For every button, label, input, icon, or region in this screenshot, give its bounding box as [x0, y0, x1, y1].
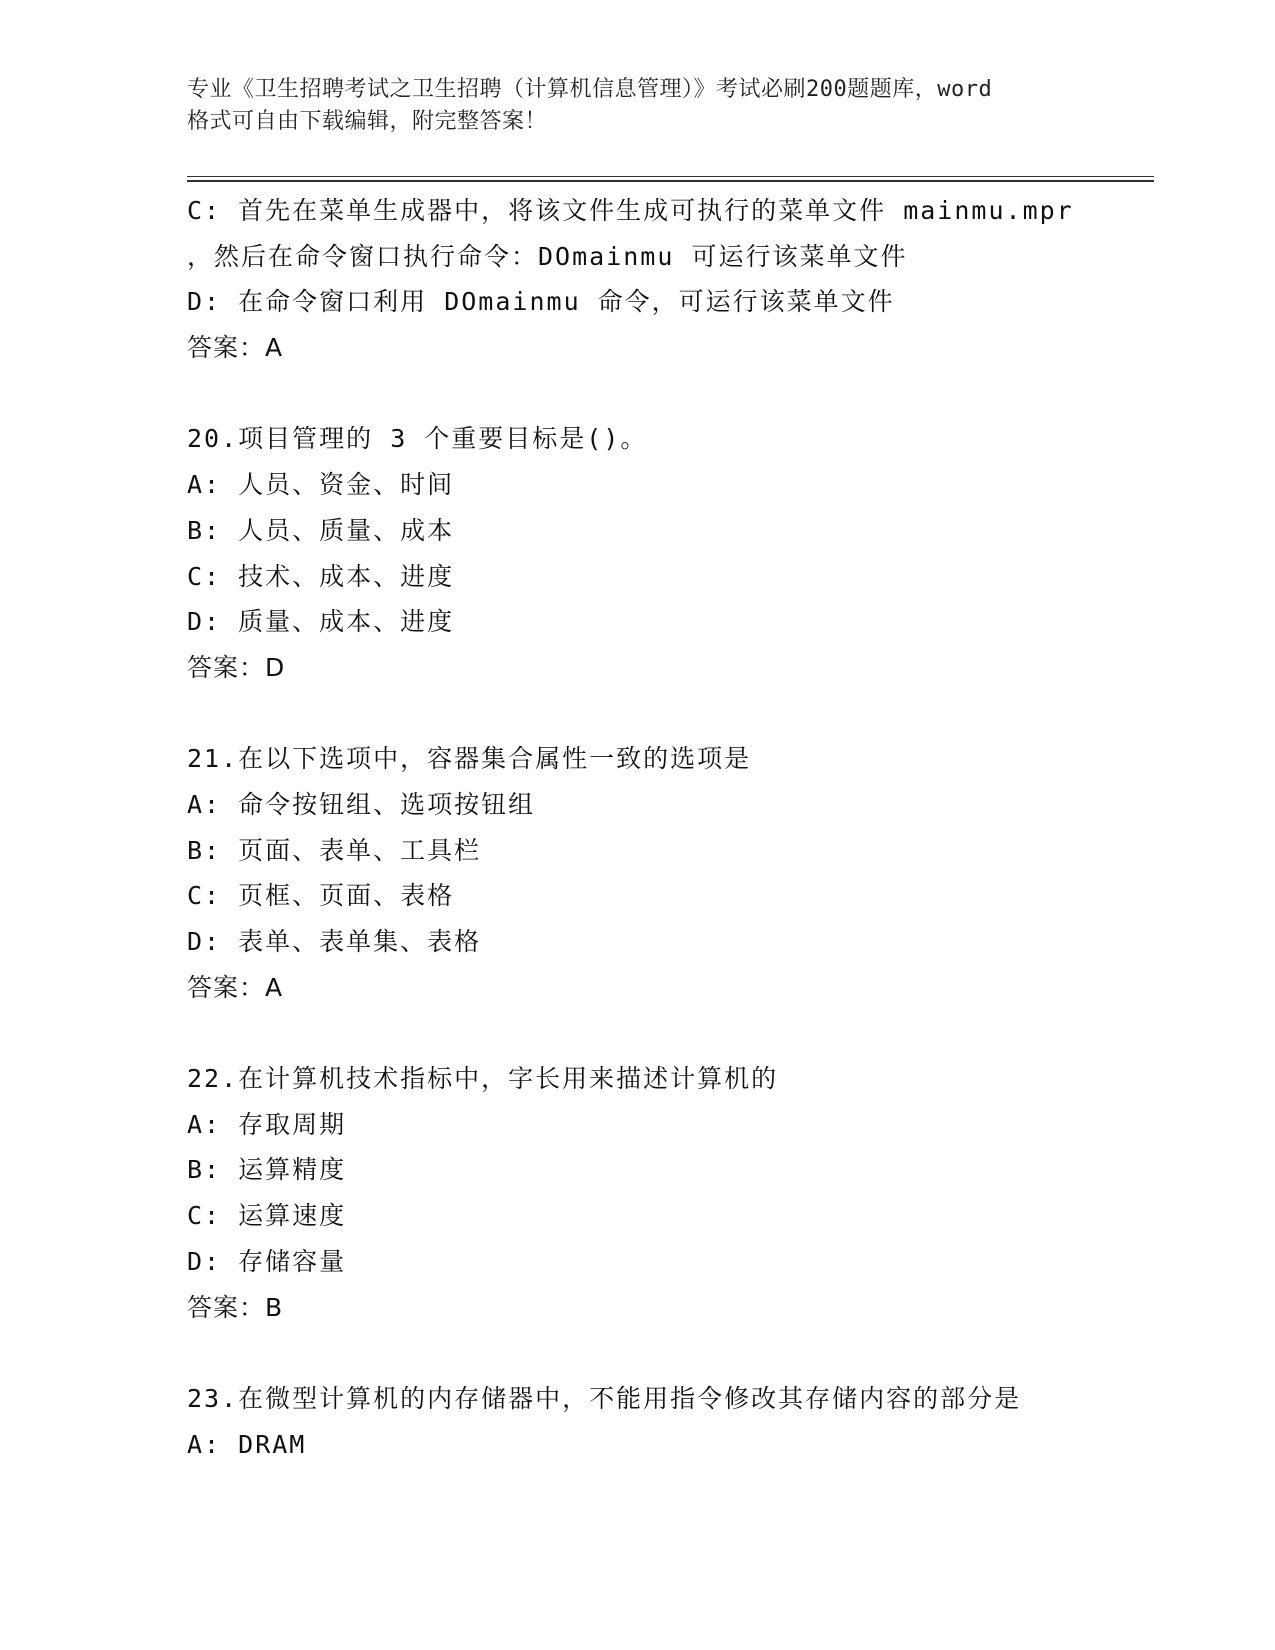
header-title-line1: 专业《卫生招聘考试之卫生招聘（计算机信息管理）》考试必刷200题题库，word — [187, 77, 993, 102]
option-a: A: DRAM — [187, 1429, 307, 1459]
option-c-line1: C: 首先在菜单生成器中，将该文件生成可执行的菜单文件 mainmu.mpr — [187, 196, 1074, 225]
option-a: A: 存取周期 — [187, 1109, 347, 1139]
question-block-22 — [187, 1056, 1147, 1330]
option-b: B: 页面、表单、工具栏 — [187, 835, 482, 865]
option-a: A: 命令按钮组、选项按钮组 — [187, 789, 536, 819]
document-header — [187, 74, 1087, 138]
option-b: B: 运算精度 — [187, 1155, 347, 1185]
option-c: C: 运算速度 — [187, 1201, 347, 1231]
option-b: B: 人员、质量、成本 — [187, 515, 455, 545]
option-c-line2: ，然后在命令窗口执行命令：DOmainmu 可运行该菜单文件 — [187, 241, 908, 271]
question-stem: 21.在以下选项中，容器集合属性一致的选项是 — [187, 744, 752, 774]
answer: 答案：A — [187, 972, 284, 1002]
header-divider-thin — [187, 176, 1154, 177]
option-d: D: 表单、表单集、表格 — [187, 927, 482, 956]
answer: 答案：D — [187, 652, 286, 682]
option-d: D: 质量、成本、进度 — [187, 607, 455, 637]
answer: 答案：B — [187, 1292, 284, 1322]
question-stem: 22.在计算机技术指标中，字长用来描述计算机的 — [187, 1064, 779, 1094]
question-block-21 — [187, 736, 1147, 1010]
option-a: A: 人员、资金、时间 — [187, 470, 455, 500]
question-list — [187, 188, 1147, 1467]
option-d: D: 存储容量 — [187, 1246, 347, 1276]
question-block-20 — [187, 416, 1147, 690]
question-stem: 20.项目管理的 3 个重要目标是()。 — [187, 424, 648, 454]
question-block-19 — [187, 188, 1147, 371]
header-divider-thick — [187, 180, 1154, 182]
question-block-23 — [187, 1376, 1147, 1467]
option-c: C: 技术、成本、进度 — [187, 561, 455, 591]
option-d: D: 在命令窗口利用 DOmainmu 命令，可运行该菜单文件 — [187, 287, 895, 317]
answer: 答案：A — [187, 333, 284, 363]
question-stem: 23.在微型计算机的内存储器中，不能用指令修改其存储内容的部分是 — [187, 1383, 1022, 1413]
header-title-line2: 格式可自由下载编辑，附完整答案！ — [187, 109, 548, 134]
option-c: C: 页框、页面、表格 — [187, 881, 455, 911]
